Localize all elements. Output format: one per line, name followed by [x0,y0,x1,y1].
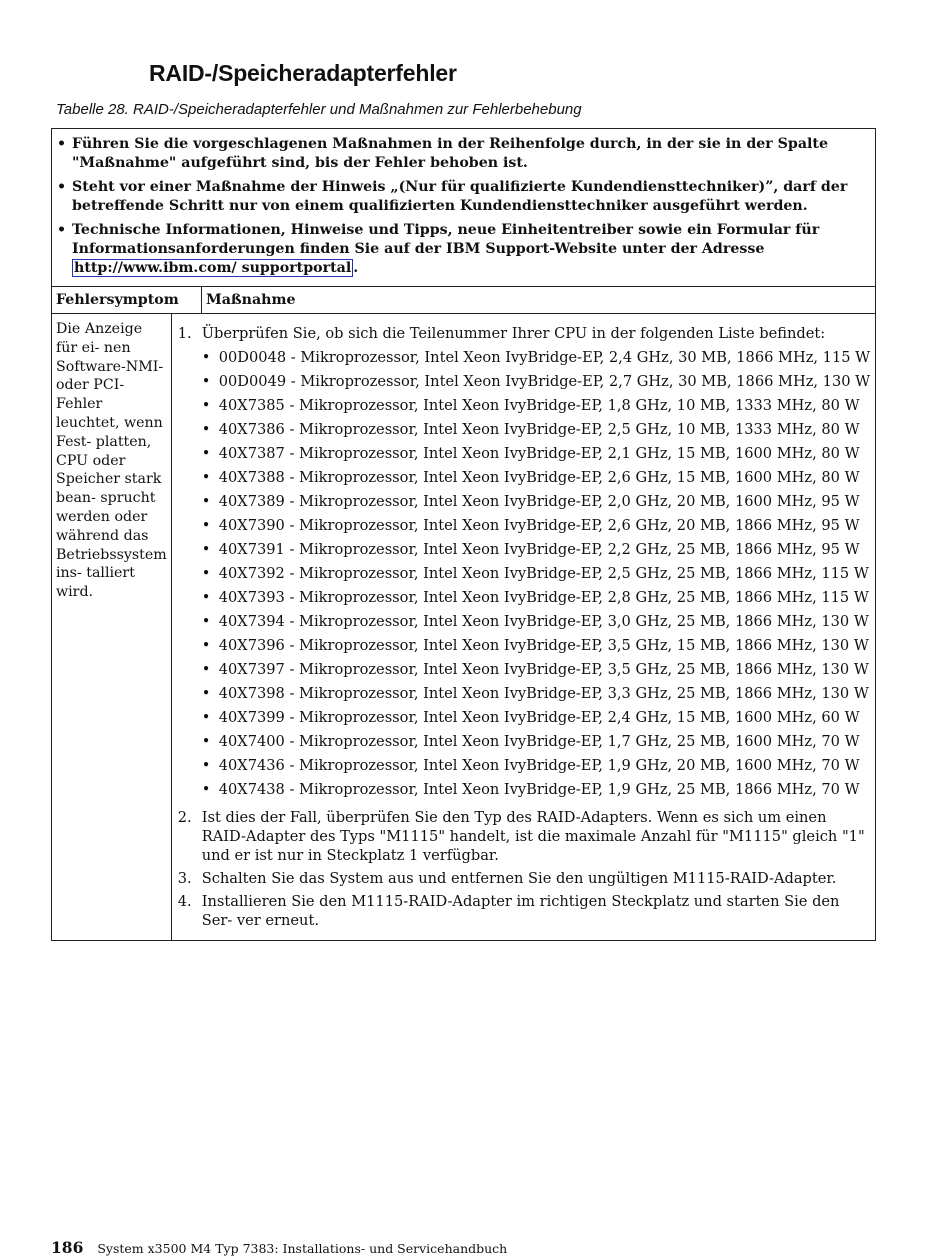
cpu-text: 00D0048 - Mikroprozessor, Intel Xeon IvyBridge-EP, 2,4 GHz, 30 MB, 1866 MHz, 115 W [218,349,871,366]
bullet-icon: • [201,349,211,366]
cpu-text: 40X7438 - Mikroprozessor, Intel Xeon IvyBridge-EP, 1,9 GHz, 25 MB, 1866 MHz, 70 W [218,781,860,798]
cpu-item [202,396,870,420]
table-row [52,314,875,940]
cpu-text: 40X7396 - Mikroprozessor, Intel Xeon IvyBridge-EP, 3,5 GHz, 15 MB, 1866 MHz, 130 W [218,637,869,654]
bullet-icon: • [201,661,211,678]
support-portal-link[interactable]: http://www.ibm.com/ supportportal [74,260,352,276]
cpu-item [202,492,870,516]
table-header-row [52,287,875,314]
step-number: 4. [177,893,192,910]
cpu-text: 40X7390 - Mikroprozessor, Intel Xeon IvyBridge-EP, 2,6 GHz, 20 MB, 1866 MHz, 95 W [218,517,860,534]
bullet-icon: • [201,589,211,606]
note-item: • Steht vor einer Maßnahme der Hinweis „(Nur für qualifizierte Kundendiensttechniker)”, darf der betreffende Schritt nur von einem qualifizierten Kundendiensttechniker ausgeführt werden. [57,179,848,214]
note-item: • Führen Sie die vorgeschlagenen Maßnahmen in der Reihenfolge durch, in der sie in der Spalte "Maßnahme" aufgeführt sind, bis der Fehler behoben ist. [57,136,829,171]
bullet-icon: • [57,222,67,238]
bullet-icon: • [201,637,211,654]
bullet-icon: • [201,445,211,462]
step-item [176,808,870,865]
cpu-text: 40X7393 - Mikroprozessor, Intel Xeon IvyBridge-EP, 2,8 GHz, 25 MB, 1866 MHz, 115 W [218,589,869,606]
cpu-text: 40X7397 - Mikroprozessor, Intel Xeon IvyBridge-EP, 3,5 GHz, 25 MB, 1866 MHz, 130 W [218,661,869,678]
cpu-item [202,732,870,756]
cpu-item [202,540,870,564]
cpu-item [202,372,870,396]
cpu-item [202,636,870,660]
table-caption: Tabelle 28. RAID-/Speicheradapterfehler und Maßnahmen zur Fehlerbehebung [56,101,582,118]
cpu-item [202,660,870,684]
symptom-cell: Die Anzeige für ei- nen Software-NMI- oder PCI-Fehler leuchtet, wenn Fest- platten, CPU oder Speicher stark bean- sprucht werden oder während das Betriebssystem ins- talliert wird. [52,314,172,940]
notes-block [52,129,875,287]
cpu-item [202,756,870,780]
cpu-item [202,420,870,444]
cpu-text: 40X7398 - Mikroprozessor, Intel Xeon IvyBridge-EP, 3,3 GHz, 25 MB, 1866 MHz, 130 W [218,685,869,702]
cpu-text: 40X7400 - Mikroprozessor, Intel Xeon IvyBridge-EP, 1,7 GHz, 25 MB, 1600 MHz, 70 W [218,733,860,750]
cpu-text: 40X7385 - Mikroprozessor, Intel Xeon IvyBridge-EP, 1,8 GHz, 10 MB, 1333 MHz, 80 W [218,397,860,414]
note-item: • Technische Informationen, Hinweise und Tipps, neue Einheitentreiber sowie ein Formular für Informationsanforderungen finden Sie auf der IBM Support-Website unter der Adresse http://www.ibm.com/ supportportal . [57,222,820,276]
cpu-item [202,564,870,588]
page-number: 186 [51,1238,84,1257]
step-number: 2. [177,809,192,826]
cpu-text: 40X7436 - Mikroprozessor, Intel Xeon IvyBridge-EP, 1,9 GHz, 20 MB, 1600 MHz, 70 W [218,757,860,774]
step-item [176,869,870,888]
footer-text: System x3500 M4 Typ 7383: Installations- und Servicehandbuch [97,1241,508,1256]
cpu-text: 40X7386 - Mikroprozessor, Intel Xeon IvyBridge-EP, 2,5 GHz, 10 MB, 1333 MHz, 80 W [218,421,860,438]
cpu-item [202,348,870,372]
bullet-icon: • [57,136,67,152]
cpu-text: 40X7387 - Mikroprozessor, Intel Xeon IvyBridge-EP, 2,1 GHz, 15 MB, 1600 MHz, 80 W [218,445,860,462]
bullet-icon: • [201,469,211,486]
cpu-item [202,612,870,636]
step-text: Installieren Sie den M1115-RAID-Adapter im richtigen Steckplatz und starten Sie den Ser- ver erneut. [201,893,840,929]
bullet-icon: • [201,709,211,726]
cpu-item [202,780,870,804]
step-text: Ist dies der Fall, überprüfen Sie den Typ des RAID-Adapters. Wenn es sich um einen RAID-Adapter des Typs "M1115" handelt, ist die maximale Anzahl für "M1115" gleich "1" und er ist nur in Steckplatz 1 verfügbar. [201,809,865,864]
bullet-icon: • [201,733,211,750]
page-title: RAID-/Speicheradapterfehler [149,60,457,86]
header-action: Maßnahme [206,292,296,308]
cpu-text: 40X7399 - Mikroprozessor, Intel Xeon IvyBridge-EP, 2,4 GHz, 15 MB, 1600 MHz, 60 W [218,709,860,726]
bullet-icon: • [201,493,211,510]
step-item [176,892,870,930]
cpu-item [202,708,870,732]
bullet-icon: • [57,179,67,195]
cpu-list [202,348,870,804]
cpu-item [202,588,870,612]
step-number: 1. [177,325,192,342]
bullet-icon: • [201,781,211,798]
step-text: Überprüfen Sie, ob sich die Teilenummer Ihrer CPU in der folgenden Liste befindet: [201,325,826,342]
bullet-icon: • [201,613,211,630]
cpu-text: 40X7388 - Mikroprozessor, Intel Xeon IvyBridge-EP, 2,6 GHz, 15 MB, 1600 MHz, 80 W [218,469,860,486]
cpu-text: 40X7389 - Mikroprozessor, Intel Xeon IvyBridge-EP, 2,0 GHz, 20 MB, 1600 MHz, 95 W [218,493,860,510]
cpu-text: 00D0049 - Mikroprozessor, Intel Xeon IvyBridge-EP, 2,7 GHz, 30 MB, 1866 MHz, 130 W [218,373,871,390]
bullet-icon: • [201,397,211,414]
header-symptom: Fehlersymptom [52,287,202,313]
page-footer [51,1238,507,1257]
bullet-icon: • [201,421,211,438]
bullet-icon: • [201,517,211,534]
cpu-item [202,684,870,708]
cpu-text: 40X7394 - Mikroprozessor, Intel Xeon IvyBridge-EP, 3,0 GHz, 25 MB, 1866 MHz, 130 W [218,613,869,630]
bullet-icon: • [201,541,211,558]
cpu-item [202,444,870,468]
step-text: Schalten Sie das System aus und entfernen Sie den ungültigen M1115-RAID-Adapter. [201,870,837,887]
bullet-icon: • [201,685,211,702]
step-number: 3. [177,870,192,887]
bullet-icon: • [201,565,211,582]
cpu-item [202,516,870,540]
cpu-text: 40X7392 - Mikroprozessor, Intel Xeon IvyBridge-EP, 2,5 GHz, 25 MB, 1866 MHz, 115 W [218,565,869,582]
bullet-icon: • [201,757,211,774]
bullet-icon: • [201,373,211,390]
action-cell [172,314,876,940]
error-table [51,128,876,941]
step-item [176,324,870,804]
cpu-item [202,468,870,492]
cpu-text: 40X7391 - Mikroprozessor, Intel Xeon IvyBridge-EP, 2,2 GHz, 25 MB, 1866 MHz, 95 W [218,541,860,558]
